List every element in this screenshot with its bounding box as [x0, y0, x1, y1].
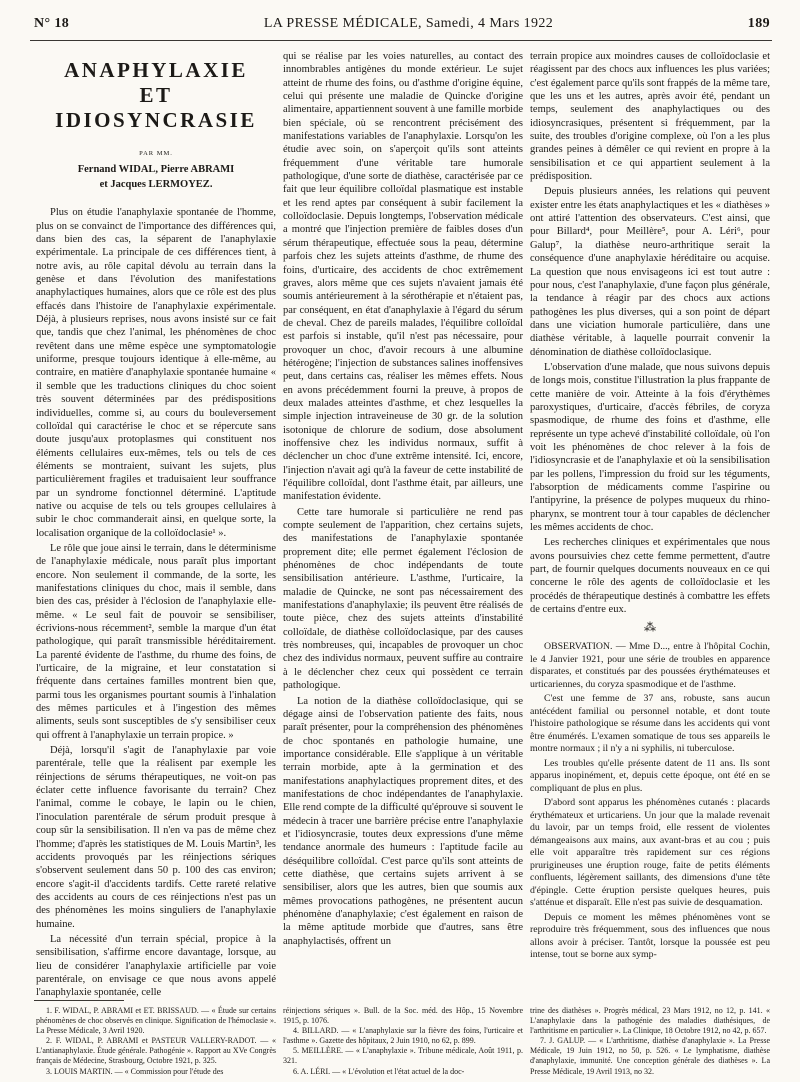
observation-paragraph: Depuis ce moment les mêmes phénomènes vont se reproduire très fréquemment, sous des influences que nous allons avoir à préciser. Tantôt, lorsque la poussée est peu intense, tout se borne aux symp- — [530, 911, 770, 961]
footnote: 4. BILLARD. — « L'anaphylaxie sur la fièvre des foins, l'urticaire et l'asthme ». Gazette des hôpitaux, 2 Juin 1910, no 62, p. 899. — [283, 1026, 523, 1046]
paragraph: Les recherches cliniques et expérimentales que nous avons poursuivies chez cette femme permettent, d'autre part, de fournir quelques documents nouveaux en ce qui concerne le rôle des agents de colloïdoclasie et les procédés de thérapeutique destinés à combattre les effets de certains d'entre eux. — [530, 537, 770, 616]
footnote: 2. F. WIDAL, P. ABRAMI et PASTEUR VALLERY-RADOT. — « L'antianaphylaxie. Étude générale. Pathogénie ». Rapport au XVe Congrès français de Médecine, Strasbourg, Octobre 1921, p. 325. — [36, 1036, 276, 1066]
footnote-rule — [34, 1000, 124, 1001]
paragraph: qui se réalise par les voies naturelles, au contact des innombrables antigènes du monde extérieur. Le sujet atteint de rhume des foins, ou d'asthme d'origine équine, celui qui présente une maladie de Quincke d'origine alimentaire, appartiennent souvent à une famille morbide bien spéciale, où se rencontrent précisément des manifestations variables de l'anaphylaxie. Lorsqu'on les étudie avec soin, on s'aperçoit qu'ils sont atteints fréquemment d'une véritable tare humorale pathologique, d'une sorte de diathèse, caractérisée par ce fait que leur équilibre colloïdal plasmatique est instable et les rend aptes par conséquent à subir facilement la colloïdoclasie. Depuis longtemps, l'observation médicale a montré que l'injection première de faibles doses d'un sérum thérapeutique, effectuée sous la peau, détermine parfois chez les sujets atteints d'asthme, de rhume des foins, d'urticaire, des accidents de choc extrêmement graves, alors même que ces sujets n'avaient jamais été soumis antérieurement à la sérothérapie et n'étaient pas, par conséquent, en état d'anaphylaxie à l'égard du sérum de cheval. Chez de pareils malades, l'équilibre colloïdal est parfois si instable, qu'il n'est pas nécessaire, pour provoquer un choc, d'avoir recours à une albumine hétérogène; l'injection de substances salines inoffensives peut, dans certains cas, réaliser les mêmes effets. Nous en avons précédemment fourni la preuve, à propos de deux malades atteintes d'asthme, et chez lesquelles la simple injection intraveineuse de 30 gr. de la solution isotonique de chlorure de sodium, dose absolument inoffensive chez les individus normaux, suffit à déclencher un choc d'une extrême intensité. Ici, encore, l'injection n'avait agi qu'à la faveur de cette instabilité de l'équilibre colloïdal, dont l'asthme était, par ailleurs, une manifestation évidente. — [283, 51, 523, 503]
title-line-2: ET IDIOSYNCRASIE — [55, 83, 257, 132]
section-separator: ⁂ — [644, 620, 656, 635]
footnote: 3. LOUIS MARTIN. — « Commission pour l'étude des — [46, 1066, 224, 1076]
footnotes-column-2 — [283, 1006, 523, 1076]
observation-paragraph: Les troubles qu'elle présente datent de 11 ans. Ils sont apparus inopinément, et, depuis cette époque, ont été en se compliquant de plus en plus. — [530, 757, 770, 794]
page-header — [34, 16, 770, 38]
footnote: 5. MEILLÈRE. — « L'anaphylaxie ». Tribune médicale, Août 1911, p. 321. — [283, 1046, 523, 1066]
page-number: 189 — [747, 16, 770, 31]
paragraph: Le rôle que joue ainsi le terrain, dans le déterminisme de l'anaphylaxie médicale, nous paraît plus important encore. Non seulement il commande, de la sorte, les manifestations cliniques du choc, mais il semble, dans bien des cas, présider à l'éclosion de l'anaphylaxie elle-même. « Le seul fait de pouvoir se sensibiliser, écrivions-nous récemment², semble la marque d'un état pathologique, qui paraît transmissible héréditairement. La parenté évidente de l'asthme, du rhume des foins, de l'urticaire, de la migraine, et leur constatation si fréquente dans certaines familles montrent bien que, parmi tous les organismes pourtant soumis à l'inhalation des mêmes particules et à l'ingestion des mêmes aliments, seuls sont susceptibles de s'y sensibiliser ceux qui offrent à l'anaphylaxie un terrain propice. » — [36, 542, 276, 741]
column-3 — [530, 50, 770, 992]
article-authors — [36, 162, 276, 192]
paragraph: Cette tare humorale si particulière ne rend pas compte seulement de l'apparition, chez certains sujets, des manifestations de l'anaphylaxie spontanée proprement dite; elle permet également l'éclosion de phénomènes de choc indépendants de toute sensibilisation antérieure. L'asthme, l'urticaire, la maladie de Quincke, ne sont pas nécessairement des manifestations d'anaphylaxie; ils peuvent être réalisés de toute pièce, chez des sujets atteints d'instabilité colloïdale, de diathèse colloïdoclasique, par des causes très nombreuses, qui, incapables de provoquer un choc chez des individus normaux, peuvent suffire au contraire à le déclencher chez ceux qui possèdent ce terrain pathologique. — [283, 506, 523, 692]
footnote: 7. J. GALUP. — « L'arthritisme, diathèse d'anaphylaxie ». La Presse Médicale, 19 Juin 1912, no 50, p. 526. « Le lymphatisme, diathèse d'anaphylaxie, immunité. Une conception générale des diathèses ». La Presse Médicale, 19 Avril 1913, no 32. — [530, 1036, 770, 1076]
article-title — [36, 58, 276, 133]
title-line-1: ANAPHYLAXIE — [64, 58, 248, 82]
authors-line-2: et Jacques LERMOYEZ. — [99, 179, 213, 191]
paragraph: Depuis plusieurs années, les relations qui peuvent exister entre les états anaphylactiques et les « diathèses » ont attiré l'attention des observateurs. C'est ainsi, que pour Billard⁴, pour Meillère⁵, pour A. Léri⁶, pour Galup⁷, la diathèse neuro-arthritique serait la conséquence d'une anaphylaxie héréditaire ou acquise. La question que nous envisageons ici est tout autre : pour nous, c'est l'anaphylaxie, d'une façon plus générale, la tendance à réagir par des chocs aux actions pathogènes les plus diverses, qui a son point de départ dans une viciation humorale particulière, dans une diathèse véritable, à laquelle pourrait convenir la dénomination de diathèse colloïdoclasique. — [530, 186, 770, 358]
footnote: réinjections sériques ». Bull. de la Soc. méd. des Hôp., 15 Novembre 1915, p. 1076. — [283, 1006, 523, 1026]
paragraph: Déjà, lorsqu'il s'agit de l'anaphylaxie par voie parentérale, telle que la réalisent par exemple les réinjections de sérums thérapeutiques, ne voit-on pas éclater cette influence favorisante du terrain? Chez l'animal, comme le cobaye, le lapin ou le chien, l'inoculation parentérale de sérum produit presque à coup sûr la sensibilisation. Il n'en va pas de même chez l'homme; d'après les statistiques de M. Louis Martin³, les accidents provoqués par les réinjections sériques s'observent seulement dans 50 p. 100 des cas environ; encore s'agit-il d'accidents tardifs. Cette rareté relative des accidents au cours de ces réinjections n'est pas un des phénomènes les moins singuliers de l'anaphylaxie humaine. — [36, 745, 276, 930]
paragraph: Plus on étudie l'anaphylaxie spontanée de l'homme, plus on se convainct de l'importance des différences qui, dans bien des cas, la séparent de l'anaphylaxie expérimentale. La principale de ces différences tient, à notre avis, au rôle capital dévolu au terrain dans la genèse et dans l'évolution des manifestations anaphylactiques humaines, alors que ce rôle est des plus effacés dans l'histoire de l'anaphylaxie expérimentale. Déjà, à plusieurs reprises, nous avons insisté sur ce fait que, tandis que chez l'animal, les phénomènes de choc revêtent dans une même espèce une symptomatologie uniforme, presque toujours identique à elle-même, au contraire, en matière d'anaphylaxie spontanée humaine « il semble que les traductions cliniques du choc soient très souvent déterminées par des prédispositions individuelles, comme si, au cours du bouleversement colloïdal qui caractérise le choc et se répercute sans doute jusqu'aux protoplasmes qui constituent nos éléments cellulaires eux-mêmes, tels ou tels de ces éléments se montraient, suivant les sujets, plus particulièrement fragiles et traduisaient leur souffrance par un syndrome fonctionnel déterminé. L'aptitude native ou acquise de tels ou tels groupes cellulaires à subir le choc commanderait ainsi, en quelque sorte, la localisation organique de la colloïdoclasie¹ ». — [36, 207, 276, 539]
observation-paragraph: D'abord sont apparus les phénomènes cutanés : placards érythémateux et urticariens. Un jour que la malade revenait du lavoir, par un temps froid, elle ressent de violentes démangeaisons aux mains, aux avant-bras et au cou ; puis elle voit apparaître très rapidement sur ces régions prurigineuses une éruption rouge, faite de petits éléments confluents, légèrement saillants, des dimensions d'une tête d'épingle. Cette éruption persiste quelques heures, puis s'atténue et disparaît. Elle n'est pas suivie de desquamation. — [530, 797, 770, 909]
authors-line-1: Fernand WIDAL, Pierre ABRAMI — [77, 164, 235, 176]
footnote: 1. F. WIDAL, P. ABRAMI et ET. BRISSAUD. — « Étude sur certains phénomènes de choc observés en clinique. Signification de l'hémoclasie ». La Presse Médicale, 3 Avril 1920. — [36, 1006, 276, 1036]
column-2 — [283, 50, 523, 992]
paragraph: L'observation d'une malade, que nous suivons depuis de longs mois, constitue l'illustration la plus frappante de cette manière de voir. Atteinte à la fois d'érythèmes paroxystiques, d'urticaire, d'accès fébriles, de coryza spasmodique, de rhume des foins et d'asthme, elle représente un type achevé d'instabilité colloïdale, où l'on voit les phénomènes de choc relever à la fois de l'idiosyncrasie et de l'anaphylaxie et où la sensibilisation par les pollens, l'impression du froid sur les téguments, l'absorption de médicaments comme l'aspirine ou l'antipyrine, la présence de polypes muqueux du rhino-pharynx, se montrent tour à tour capables de déclencher les mêmes accidents de choc. — [530, 361, 770, 534]
footnotes-column-1 — [36, 1006, 276, 1076]
byline-par: PAR MM. — [139, 150, 173, 157]
paragraph: terrain propice aux moindres causes de colloïdoclasie et réagissent par des chocs aux influences les plus variées; c'est également parce qu'ils sont frappés de la même tare, que les uns et les autres, après avoir été, pendant un temps, seulement des anaphylactiques ou des idiosyncrasiques, présentent si fréquemment, par la suite, des troubles d'origine complexe, où l'on a les plus grandes peines à démêler ce qui revient en propre à la sensibilisation et ce qui appartient seulement à la prédisposition. — [530, 51, 770, 183]
paragraph: La nécessité d'un terrain spécial, propice à la sensibilisation, s'affirme encore davantage, lorsque, au lieu de considérer l'anaphylaxie artificielle par voie parentérale, on envisage ce que nous avons appelé l'anaphylaxie spontanée, celle — [36, 933, 276, 999]
paragraph: La notion de la diathèse colloïdoclasique, qui se dégage ainsi de l'observation patiente des faits, nous paraît présenter, pour la compréhension des phénomènes de choc spontanés en pathologie humaine, une importance considérable. Elle s'applique à un véritable terrain morbide, apte à la germination et des manifestations anaphylactiques proprement dites, et des manifestations de choc indépendantes de l'anaphylaxie. Elle rend compte de la difficulté qu'éprouve si souvent le médecin à tracer une barrière précise entre l'anaphylaxie et l'idiosyncrasie, toutes deux expressions d'une même tendance anormale des humeurs : l'aptitude facile au déséquilibre colloïdal. C'est parce qu'ils sont atteints de cette diathèse, que certains sujets arrivent à se sensibiliser, alors que les autres, bien que soumis aux mêmes provocations pathogènes, ne présentent aucun phénomène d'anaphylaxie; c'est également en raison de la même aptitude morbide que d'autres, sans être anaphylactisés, offrent un — [283, 695, 523, 947]
column-1 — [36, 50, 276, 999]
footnotes-column-3 — [530, 1006, 770, 1076]
journal-title: LA PRESSE MÉDICALE, Samedi, 4 Mars 1922 — [263, 16, 554, 31]
observation-paragraph: C'est une femme de 37 ans, robuste, sans aucun antécédent familial ou personnel notable, et dont toute l'histoire pathologique se résume dans les accidents qui vont être énumérés. L'examen somatique de tous ses appareils le montre normaux ; il n'y a ni syphilis, ni tuberculose. — [530, 693, 770, 755]
page-label: N° 18 — [34, 16, 70, 31]
footnote: trine des diathèses ». Progrès médical, 23 Mars 1912, no 12, p. 141. « L'anaphylaxie dans la pathogénie des maladies diathésiques, de l'arthritisme en particulier ». La Clinique, 18 Octobre 1912, no 42, p. 657. — [530, 1006, 770, 1036]
footnote: 6. A. LÉRI. — « L'évolution et l'état actuel de la doc- — [293, 1066, 465, 1076]
observation-paragraph: OBSERVATION. — Mme D..., entre à l'hôpital Cochin, le 4 Janvier 1921, pour une série de troubles en apparence disparates, et constitués par des poussées érythémateuses et urticariennes, du coryza spasmodique et de l'asthme. — [530, 641, 770, 690]
header-rule — [30, 40, 772, 41]
